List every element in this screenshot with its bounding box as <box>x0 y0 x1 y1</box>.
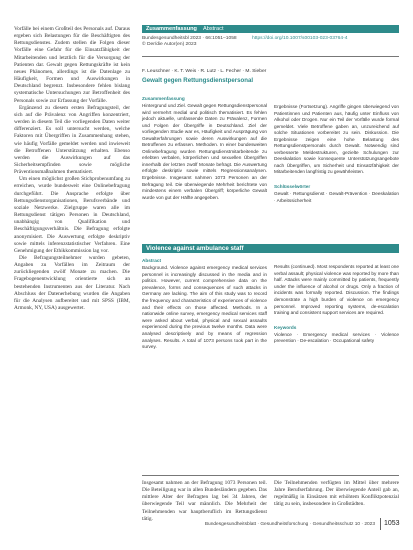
keywords-heading-de: Schlüsselwörter <box>274 184 311 190</box>
body-text-right: Die Teilnehmenden verfügten im Mittel über mehrere Jahre Berufserfahrung. Der überwiegende Anteil gab an, regelmäßig in Einsätzen mit erhöhtem Konfliktpotenzial tätig zu sein, insbesondere in Großstädten. <box>274 480 399 508</box>
body-text-middle: Insgesamt nahmen an der Befragung 1073 Personen teil. Die Beteiligung war in allen Bundesländern gegeben. Das mittlere Alter der Befragten lag bei 34 Jahren, der überwiegende Teil war männlich. Die Mehrheit der Teilnehmenden war hauptberuflich im Rettungsdienst tätig. <box>142 480 267 522</box>
german-abstract-left <box>142 96 267 201</box>
english-abstract-left <box>142 258 267 351</box>
body-paragraph: Vorfälle bei einem Großteil des Personals auf. Daraus ergeben sich Belastungen für die Beschäftigten des Rettungsdienstes. Zudem stellen die Folgen dieser Vorfälle eine Gefahr für die Einsatzfähigkeit der Mitarbeitenden und letztlich für die Versorgung der Patienten dar. Gewalt gegen Rettungskräfte ist kein neues Phänomen, allerdings ist die Datenlage zu Häufigkeit, Formen und Auswirkungen in Deutschland begrenzt. Insbesondere fehlen bislang systematische Untersuchungen zur Betroffenheit des Personals sowie zur Erfassung der Vorfälle. <box>14 26 130 104</box>
abstract-label-en: Abstract <box>202 26 224 32</box>
abstract-text-en-right: Results (continued). Most respondents reported at least one verbal assault; physical violence was reported by more than half. Attacks were mainly committed by patients, frequently under the influence of alcohol or drugs. Only a fraction of incidents was formally reported. Discussion. The findings demonstrate a high burden of violence on emergency personnel. Improved reporting systems, de-escalation training and consistent support services are required. <box>274 264 399 316</box>
doi-link[interactable]: https://doi.org/10.1007/s00103-023-03764-4 <box>252 36 348 41</box>
abstract-header-bar <box>142 25 399 33</box>
article-title-de: Gewalt gegen Rettungsdienstpersonal <box>142 77 254 84</box>
body-paragraph: Um einen möglichst großen Stichprobenumfang zu erreichen, wurde bundesweit eine Onlinebefragung durchgeführt. Die Ansprache erfolgte über Rettungsdienstorganisationen, Berufsverbände und soziale Netzwerke. Zielgruppe waren alle im Rettungsdienst tätigen Personen in Deutschland, unabhängig von Qualifikation und Beschäftigungsverhältnis. Die Befragung erfolgte anonymisiert. Die Auswertung erfolgte deskriptiv sowie mittels inferenzstatistischer Verfahren. Eine Genehmigung der Ethikkommission lag vor. <box>14 176 130 254</box>
article-meta <box>142 36 399 57</box>
abstract-heading-de: Zusammenfassung <box>142 96 185 101</box>
keywords-heading-en: Keywords <box>274 324 297 330</box>
page-number: 1053 <box>384 520 400 527</box>
abstract-text-de-right: Ergebnisse (Fortsetzung). Angriffe gingen überwiegend von Patientinnen und Patienten aus, häufig unter Einfluss von Alkohol oder Drogen. Nur ein Teil der Vorfälle wurde formal gemeldet. Viele Betroffene gaben an, unzureichend auf solche Situationen vorbereitet zu sein. Diskussion. Die Ergebnisse zeigen eine hohe Belastung des Rettungsdienstpersonals durch Gewalt. Notwendig sind verbesserte Meldestrukturen, gezielte Schulungen zur Deeskalation sowie konsequente Unterstützungsangebote nach Übergriffen, um Sicherheit und Einsatzfähigkeit der Mitarbeitenden langfristig zu gewährleisten. <box>274 104 399 175</box>
keywords-en: Violence · Emergency medical services · Violence prevention · De-escalation · Occupational safety <box>274 331 399 344</box>
keywords-block-de <box>274 184 399 204</box>
german-abstract-right <box>274 104 399 204</box>
abstract-label-de: Zusammenfassung <box>146 26 197 32</box>
abstract-heading-en: Abstract <box>142 258 162 263</box>
meta-divider <box>142 56 399 57</box>
footer-divider <box>380 518 381 530</box>
keywords-de: Gewalt · Rettungsdienst · Gewalt-Prävention · Deeskalation · Arbeitssicherheit <box>274 191 399 203</box>
abstract-divider <box>142 475 399 476</box>
copyright-line: © Der/die Autor(en) 2023 <box>142 42 197 48</box>
abstract-text-en-left: Background. Violence against emergency medical services personnel is increasingly discussed in the media and in politics. However, current comprehensive data on the prevalence, forms and consequences of such attacks in Germany are lacking. The aim of this study was to record the frequency and characteristics of experiences of violence and their effects on those affected. Methods. In a nationwide online survey, emergency medical services staff were asked about verbal, physical and sexual assaults experienced during the previous twelve months. Data were analysed descriptively and by means of regression analyses. Results. A total of 1073 persons took part in the survey. <box>142 265 267 350</box>
journal-footer: Bundesgesundheitsblatt · Gesundheitsforschung · Gesundheitsschutz 10 · 2023 <box>204 522 375 527</box>
citation-line: Bundesgesundheitsbl 2023 · 66:1051–1058 <box>142 36 237 41</box>
body-paragraph: Ergänzend zu diesem ersten Befragungsteil, der sich auf die Prävalenz von Angriffen konzentriert, werden in diesem Teil die vorliegenden Daten weiter differenziert. Es soll untersucht werden, welche Faktoren mit Übergriffen in Zusammenhang stehen, wie häufig Vorfälle gemeldet werden und inwieweit die Betroffenen Unterstützung erhalten. Ebenso werden die Auswirkungen auf das Sicherheitsempfinden sowie mögliche Präventionsmaßnahmen thematisiert. <box>14 104 130 176</box>
abstract-text-de-left: Hintergrund und Ziel. Gewalt gegen Rettungsdienstpersonal wird vermehrt medial und politisch thematisiert. Es fehlen jedoch aktuelle, umfassende Daten zu Prävalenz, Formen und Folgen der Übergriffe in Deutschland. Ziel der vorliegenden Studie war es, Häufigkeit und Ausprägung von Gewalterfahrungen sowie deren Auswirkungen auf die Betroffenen zu erfassen. Methoden. In einer bundesweiten Onlinebefragung wurden Rettungsdienstmitarbeitende zu erlebten verbalen, körperlichen und sexuellen Übergriffen innerhalb der letzten zwölf Monate befragt. Die Auswertung erfolgte deskriptiv sowie mittels Regressionsanalysen. Ergebnisse. Insgesamt nahmen 1073 Personen an der Befragung teil. Die überwiegende Mehrheit berichtete von mindestens einem verbalen Übergriff; körperliche Gewalt wurde von gut der Hälfte angegeben. <box>142 103 267 200</box>
body-paragraph: Die Befragungsteilnehmer wurden gebeten, Angaben zu Vorfällen im Zeitraum der zurückliegenden zwölf Monate zu machen. Die Fragebogenentwicklung orientierte sich an bestehenden Instrumenten aus der Literatur. Nach Abschluss der Datenerhebung wurden die Angaben für die Analysen aufbereitet und mit SPSS (IBM, Armonk, NY, USA) ausgewertet. <box>14 255 130 312</box>
article-title-en: Violence against ambulance staff <box>146 245 244 252</box>
keywords-block-en <box>274 325 399 345</box>
english-abstract-right <box>274 264 399 345</box>
left-body-column <box>14 26 130 312</box>
author-list: F. Leuschner · K. T. Weis · R. Lutz · L. Fecher · M. Sieber <box>142 69 267 74</box>
english-title-bar <box>142 244 399 253</box>
